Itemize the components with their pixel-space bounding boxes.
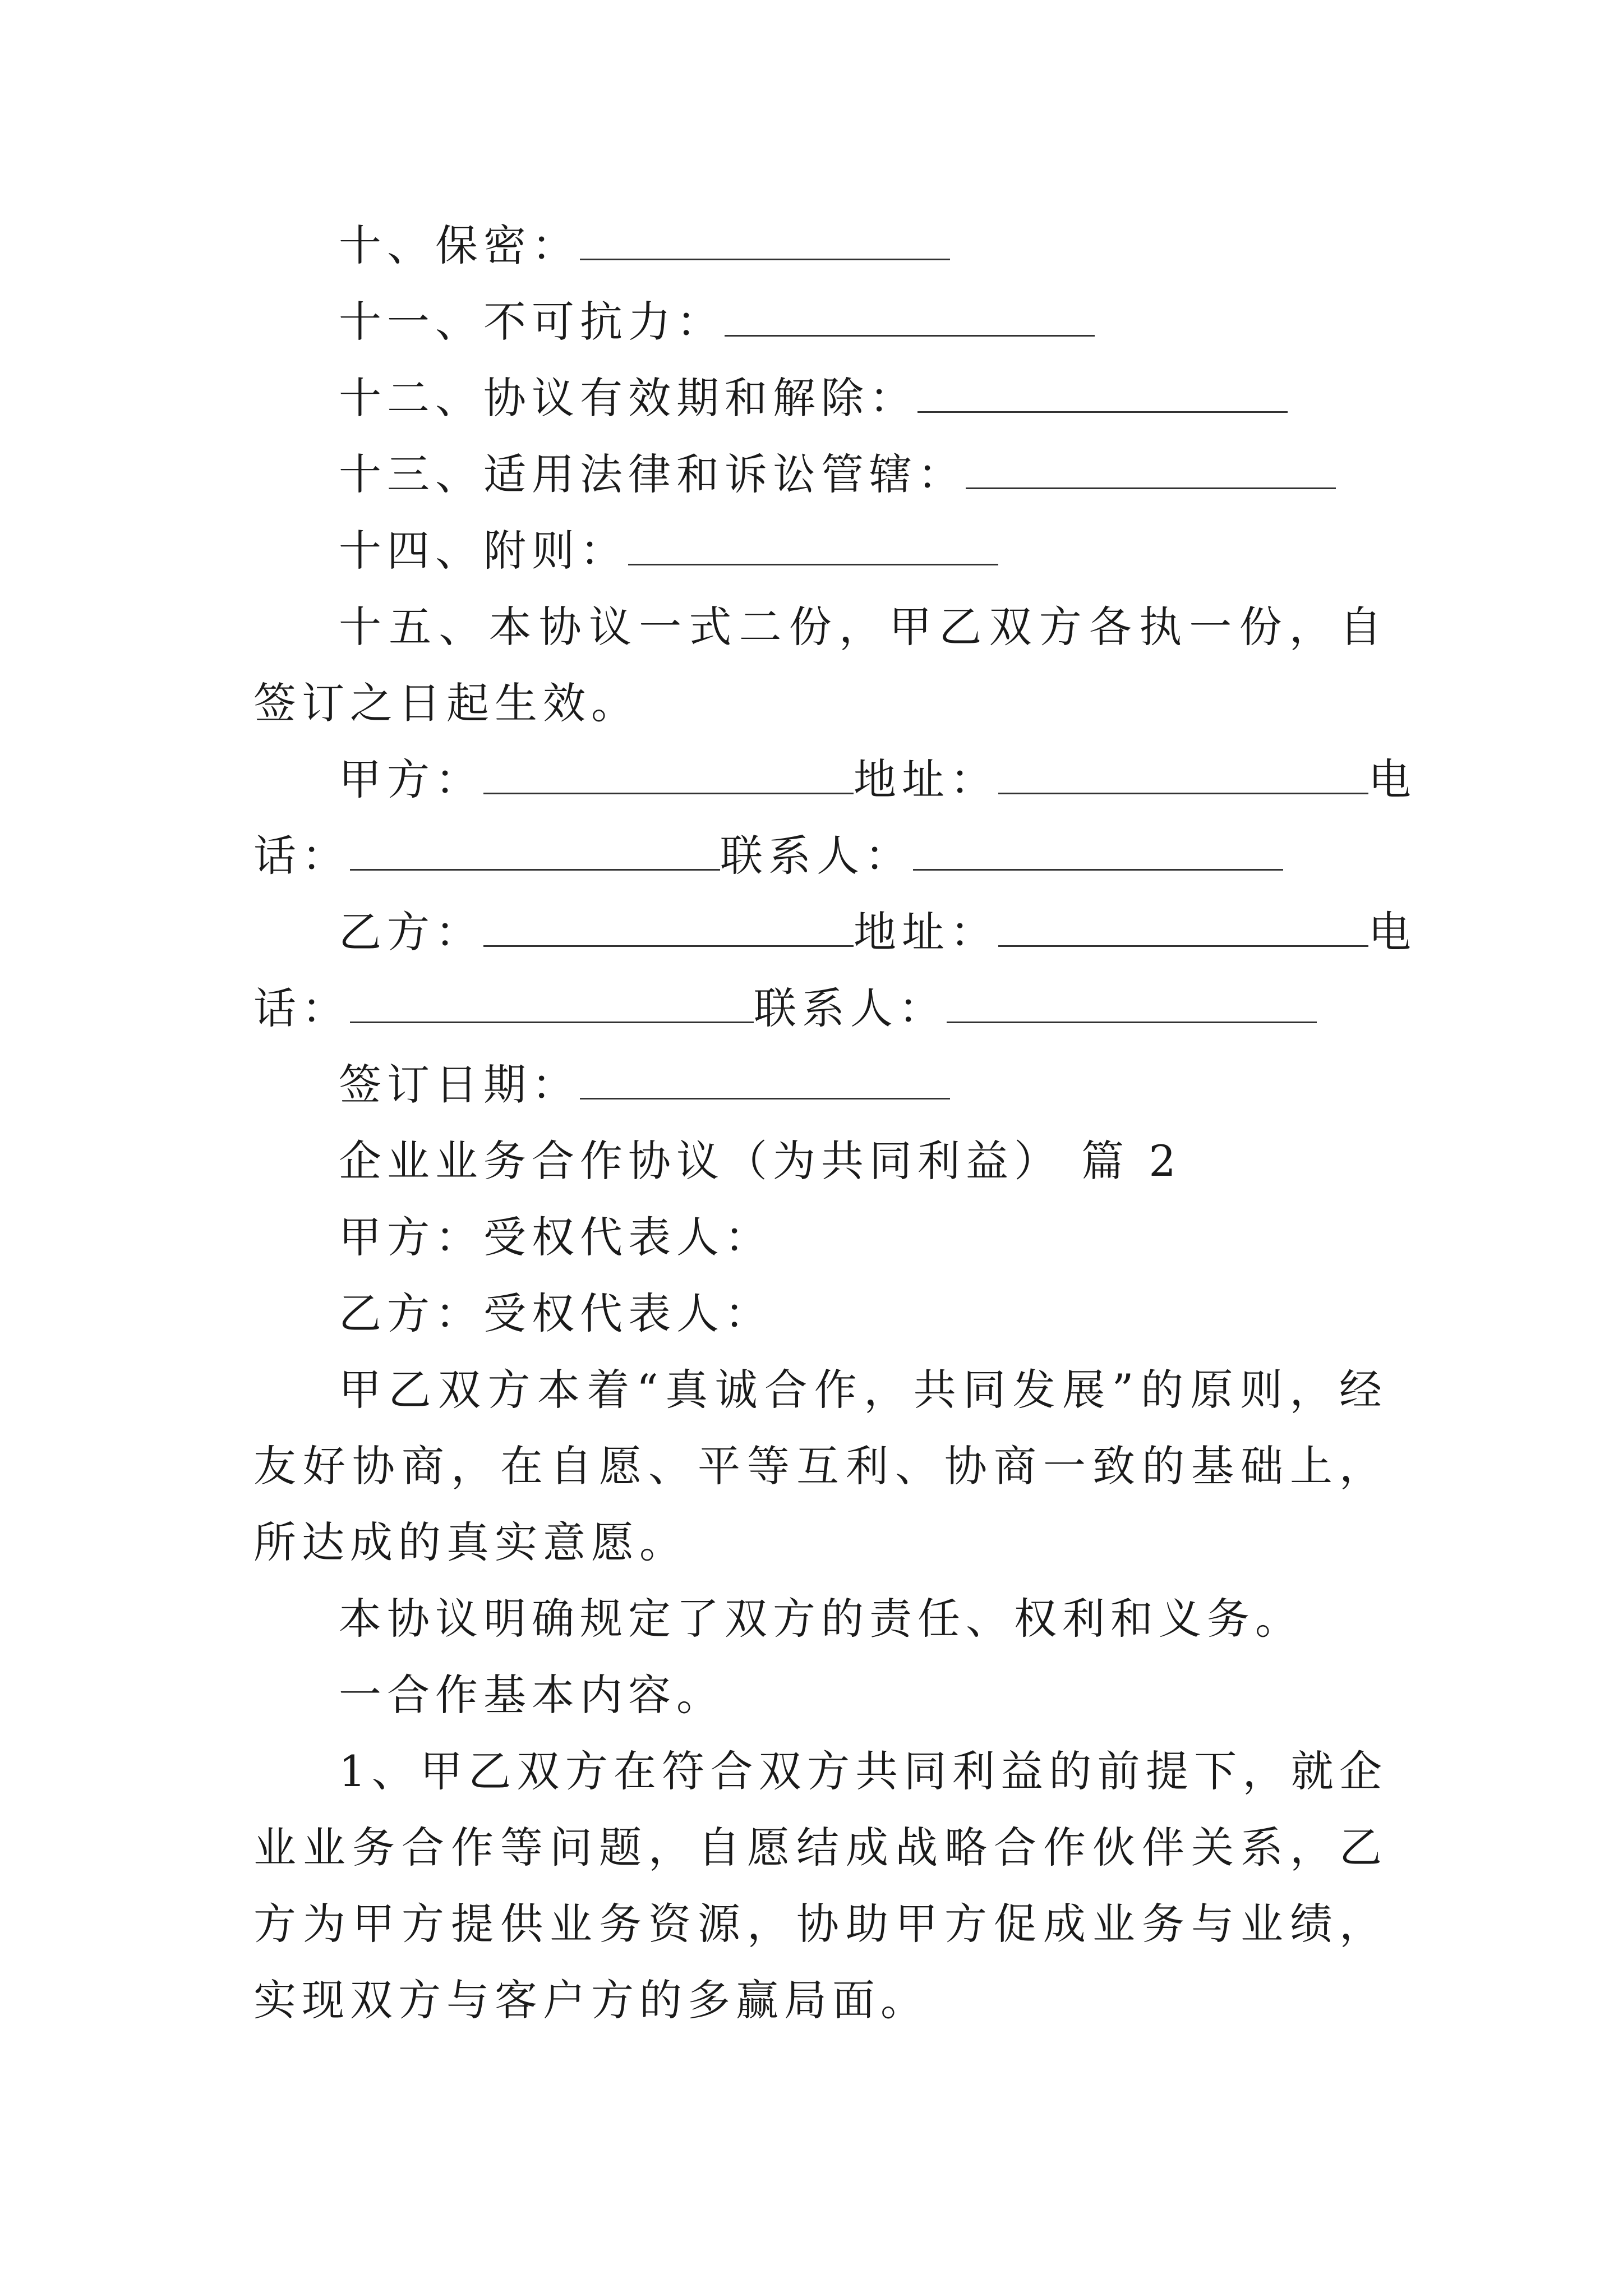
- sign-date-label: 签订日期：: [339, 1060, 580, 1110]
- party-a-label: 甲方：: [339, 754, 483, 804]
- clause-force-majeure-label: 十一、不可抗力：: [339, 297, 725, 347]
- party-b-field: [339, 894, 854, 970]
- blank-line: [966, 454, 1336, 489]
- blank-line: [350, 835, 720, 871]
- blank-line: [998, 759, 1368, 794]
- section-2-title: 企业业务合作协议（为共同利益） 篇 2: [339, 1136, 1182, 1186]
- intro-paragraph: 甲乙双方本着“真诚合作，共同发展”的原则，经友好协商，在自愿、平等互利、协商一致的基础上，所达成的真实意愿。: [253, 1365, 1387, 1567]
- party-a-contact-row: [253, 818, 1387, 894]
- phone-label-part1: 电: [1368, 907, 1417, 957]
- contact-label: 联系人：: [754, 983, 947, 1033]
- clause-governing-law-label: 十三、适用法律和诉讼管辖：: [339, 449, 966, 499]
- phone-label-part1: 电: [1368, 754, 1417, 804]
- clause-term-termination-label: 十二、协议有效期和解除：: [339, 373, 917, 423]
- blank-line: [350, 988, 754, 1023]
- party-b-row: [253, 894, 1417, 970]
- blank-line: [628, 530, 998, 565]
- address-label: 地址：: [854, 754, 998, 804]
- blank-line: [483, 759, 854, 794]
- phone-label-part2: 话：: [253, 983, 350, 1033]
- party-b-label: 乙方：: [339, 907, 483, 957]
- clause-supplementary: [253, 513, 1387, 589]
- sign-date-row: [253, 1047, 1387, 1123]
- clause-copies-effective: 十五、本协议一式二份，甲乙双方各执一份，自签订之日起生效。: [253, 602, 1387, 728]
- document-page: [253, 208, 1417, 2039]
- blank-line: [913, 835, 1283, 871]
- clause-force-majeure: [253, 284, 1387, 360]
- item-1-paragraph: 1、甲乙双方在符合双方共同利益的前提下，就企业业务合作等问题，自愿结成战略合作伙伴关系，乙方为甲方提供业务资源，协助甲方促成业务与业绩，实现双方与客户方的多赢局面。: [253, 1746, 1387, 2025]
- address-label: 地址：: [854, 907, 998, 957]
- clause-supplementary-label: 十四、附则：: [339, 526, 628, 576]
- clause-governing-law: [253, 436, 1387, 513]
- clause-confidentiality-label: 十、保密：: [339, 220, 580, 270]
- party-a-address-field: [854, 742, 1368, 818]
- party-a-representative: 甲方：受权代表人：: [339, 1212, 773, 1262]
- scope-paragraph: 本协议明确规定了双方的责任、权利和义务。: [339, 1594, 1303, 1644]
- party-b-representative: 乙方：受权代表人：: [339, 1289, 773, 1338]
- party-b-contact-row: [253, 970, 1387, 1047]
- blank-line: [917, 378, 1288, 413]
- clause-term-termination: [253, 360, 1387, 436]
- blank-line: [947, 988, 1317, 1023]
- contact-label: 联系人：: [720, 831, 913, 881]
- blank-line: [580, 225, 950, 260]
- blank-line: [725, 301, 1095, 337]
- section-heading-one: 一合作基本内容。: [339, 1670, 725, 1720]
- phone-label-part2: 话：: [253, 831, 350, 881]
- blank-line: [998, 912, 1368, 947]
- party-b-address-field: [854, 894, 1368, 970]
- blank-line: [483, 912, 854, 947]
- blank-line: [580, 1064, 950, 1099]
- clause-confidentiality: [253, 208, 1387, 284]
- party-a-row: [253, 742, 1417, 818]
- party-a-field: [339, 742, 854, 818]
